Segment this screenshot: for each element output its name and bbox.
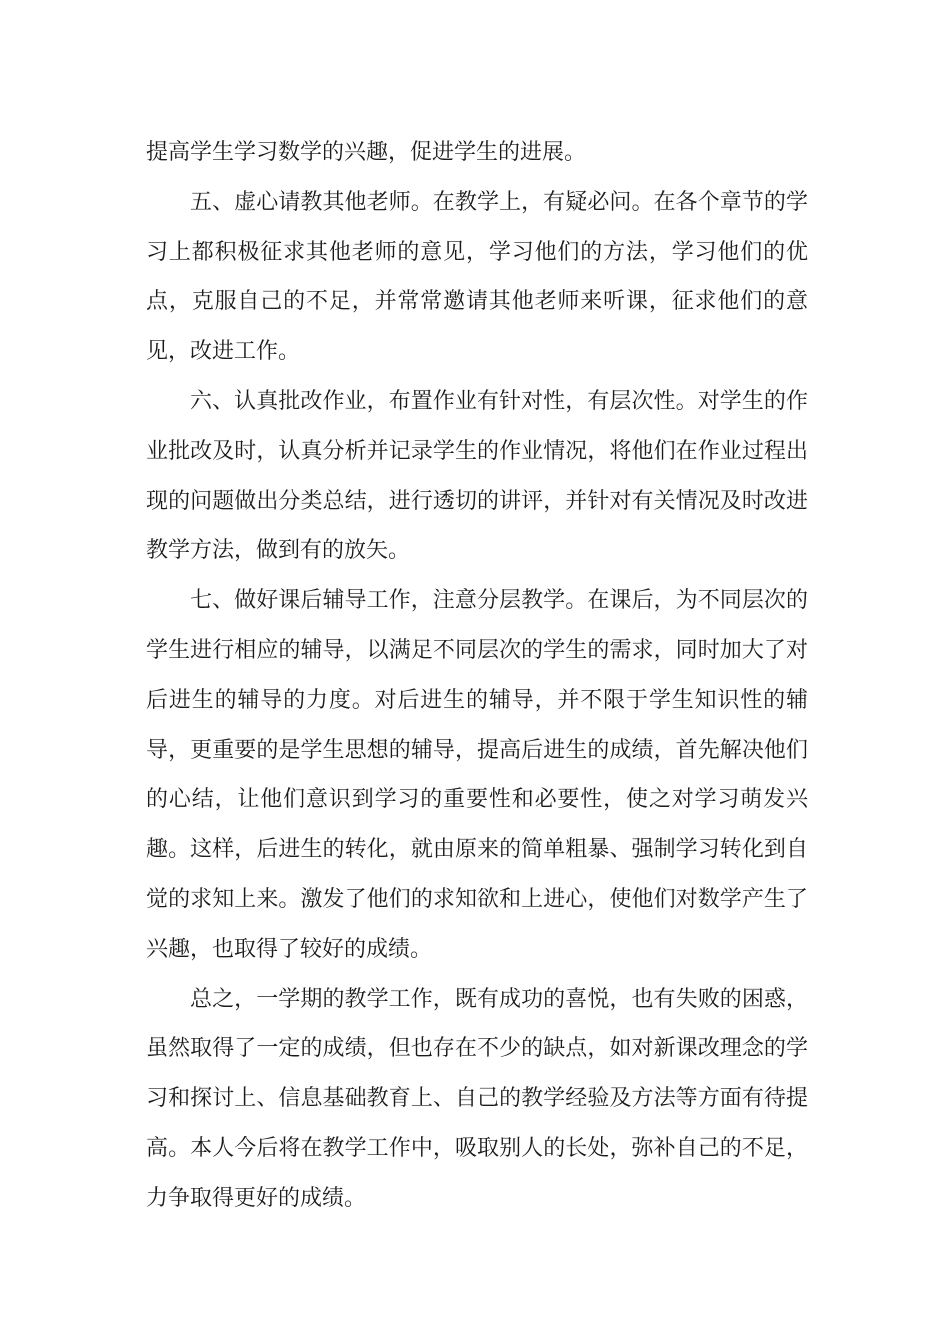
paragraph-item-five: 五、虚心请教其他老师。在教学上，有疑必问。在各个章节的学习上都积极征求其他老师的意见，学习他们的方法，学习他们的优点，克服自己的不足，并常常邀请其他老师来听课，征求他们的意见，改进工作。	[146, 189, 808, 365]
paragraph-item-seven: 七、做好课后辅导工作，注意分层教学。在课后，为不同层次的学生进行相应的辅导，以满足不同层次的学生的需求，同时加大了对后进生的辅导的力度。对后进生的辅导，并不限于学生知识性的辅导，更重要的是学生思想的辅导，提高后进生的成绩，首先解决他们的心结，让他们意识到学习的重要性和必要性，使之对学习萌发兴趣。这样，后进生的转化，就由原来的简单粗暴、强制学习转化到自觉的求知上来。激发了他们的求知欲和上进心，使他们对数学产生了兴趣，也取得了较好的成绩。	[146, 588, 808, 962]
paragraph-continuation: 提高学生学习数学的兴趣，促进学生的进展。	[146, 140, 587, 165]
document-body	[146, 128, 808, 1224]
paragraph-item-six: 六、认真批改作业，布置作业有针对性，有层次性。对学生的作业批改及时，认真分析并记录学生的作业情况，将他们在作业过程出现的问题做出分类总结，进行透切的讲评，并针对有关情况及时改进教学方法，做到有的放矢。	[146, 388, 808, 564]
paragraph-summary: 总之，一学期的教学工作，既有成功的喜悦，也有失败的困惑，虽然取得了一定的成绩，但也存在不少的缺点，如对新课改理念的学习和探讨上、信息基础教育上、自己的教学经验及方法等方面有待提高。本人今后将在教学工作中，吸取别人的长处，弥补自己的不足，力争取得更好的成绩。	[146, 986, 808, 1211]
